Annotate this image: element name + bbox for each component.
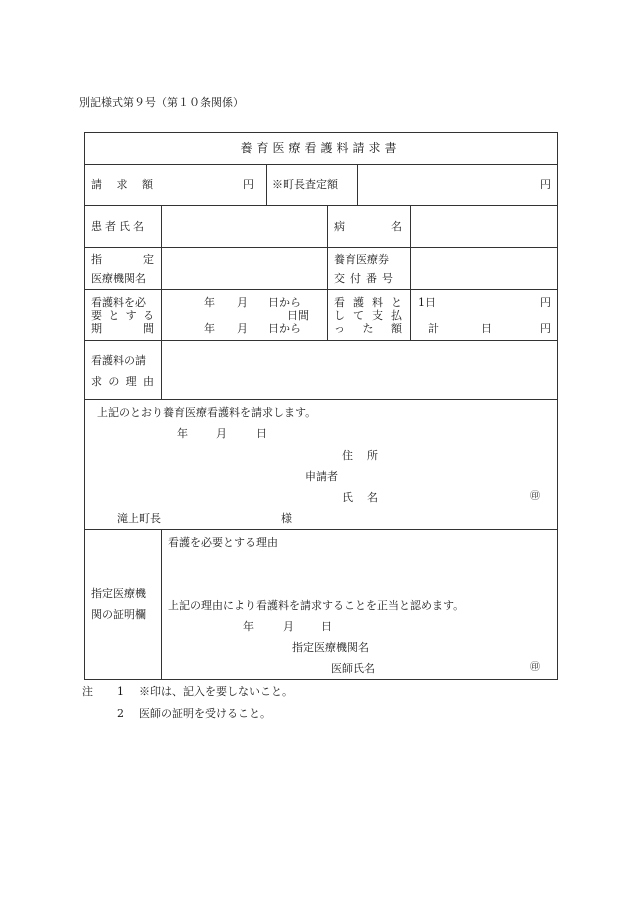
paid-label-2: し て 支 払 xyxy=(334,309,402,322)
cert-month: 月 xyxy=(283,620,294,633)
row-divider-institution xyxy=(84,289,557,290)
assessed-label: ※町長査定額 xyxy=(272,178,338,191)
period-from-month: 月 xyxy=(237,296,248,309)
paid-label-3: っ た 額 xyxy=(334,322,402,335)
period-label-1: 看護料を必 xyxy=(91,296,146,309)
cert-statement: 上記の理由により看護料を請求することを正当と認めます。 xyxy=(168,599,465,612)
row-divider-patient xyxy=(84,247,557,248)
cert-label-divider xyxy=(161,529,162,680)
claim-yen: 円 xyxy=(243,178,254,191)
period-from-year: 年 xyxy=(204,296,215,309)
period-days: 日間 xyxy=(287,309,309,322)
row-divider-claim xyxy=(84,205,557,206)
mid-column-divider xyxy=(327,205,328,341)
applicant-name-label: 氏 名 xyxy=(342,491,378,504)
row-divider-period xyxy=(84,340,557,341)
total-yen: 円 xyxy=(540,322,551,335)
note-2-text: 医師の証明を受けること。 xyxy=(139,707,271,720)
applicant-label: 申請者 xyxy=(305,470,338,483)
cert-year: 年 xyxy=(243,620,254,633)
notes-prefix: 注 xyxy=(82,685,93,698)
designated-label-1: 指 定 xyxy=(91,253,154,266)
honorific: 様 xyxy=(281,512,292,525)
border-top xyxy=(84,132,557,133)
period-label-2: 要 と す る xyxy=(91,309,154,322)
cert-day: 日 xyxy=(321,620,332,633)
period-label-3: 期 間 xyxy=(91,322,154,335)
designated-label-2: 医療機関名 xyxy=(91,272,146,285)
note-1-number: 1 xyxy=(117,685,124,698)
total-day-label: 日 xyxy=(481,322,492,335)
patient-name-label: 患者氏名 xyxy=(91,220,147,233)
addressee: 滝上町長 xyxy=(117,512,161,525)
reason-label-2: 求 の 理 由 xyxy=(91,375,154,388)
application-statement: 上記のとおり養育医療看護料を請求します。 xyxy=(97,406,317,419)
label-column-divider xyxy=(161,205,162,400)
disease-label: 病 名 xyxy=(334,220,402,233)
right-label-divider xyxy=(410,205,411,341)
cert-label-2: 関の証明欄 xyxy=(91,608,146,621)
ticket-label-1: 養育医療券 xyxy=(334,253,389,266)
per-day-yen: 円 xyxy=(540,296,551,309)
paid-label-1: 看 護 料 と xyxy=(334,296,402,309)
form-number: 別記様式第９号（第１０条関係） xyxy=(79,96,244,109)
total-label: 計 xyxy=(428,322,439,335)
cert-doctor-label: 医師氏名 xyxy=(331,662,375,675)
row-divider-application xyxy=(84,529,557,530)
form-title: 養育医療看護料請求書 xyxy=(240,141,401,155)
applicant-seal-icon: ㊞ xyxy=(530,491,540,502)
period-from-day: 日から xyxy=(268,296,301,309)
claim-divider-1 xyxy=(266,164,267,205)
cert-institution-label: 指定医療機関名 xyxy=(292,641,369,654)
period-to-day: 日から xyxy=(268,322,301,335)
border-bottom xyxy=(84,679,557,680)
reason-label-1: 看護料の請 xyxy=(91,354,146,367)
note-2-number: 2 xyxy=(117,707,124,720)
claim-divider-2 xyxy=(357,164,358,205)
period-to-month: 月 xyxy=(237,322,248,335)
application-day: 日 xyxy=(256,427,267,440)
cert-seal-icon: ㊞ xyxy=(530,662,540,673)
border-right xyxy=(557,132,558,680)
row-divider-reason xyxy=(84,399,557,400)
period-to-year: 年 xyxy=(204,322,215,335)
row-divider-title xyxy=(84,164,557,165)
per-day-label: 1日 xyxy=(418,296,436,309)
cert-reason-heading: 看護を必要とする理由 xyxy=(168,536,278,549)
claim-label: 請 求 額 xyxy=(91,178,153,191)
cert-label-1: 指定医療機 xyxy=(91,587,146,600)
ticket-label-2: 交付番号 xyxy=(334,272,398,285)
application-year: 年 xyxy=(177,427,188,440)
application-month: 月 xyxy=(216,427,227,440)
note-1-text: ※印は、記入を要しないこと。 xyxy=(139,685,293,698)
address-label: 住 所 xyxy=(342,449,378,462)
assessed-yen: 円 xyxy=(540,178,551,191)
border-left xyxy=(84,132,85,680)
